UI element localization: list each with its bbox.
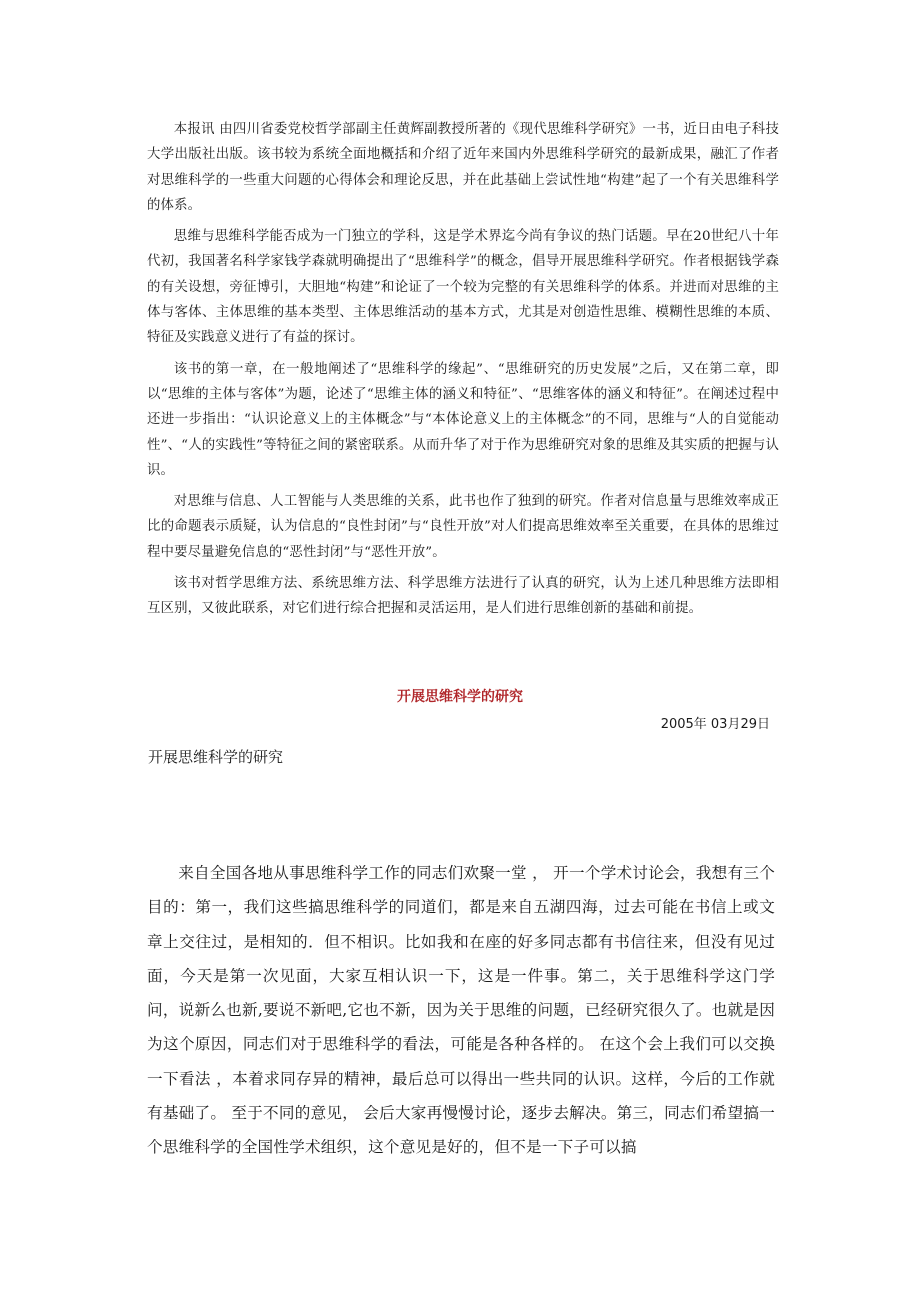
article-paragraph: 思维与思维科学能否成为一门独立的学科，这是学术界迄今尚有争议的热门话题。早在20世纪八十年代初，我国著名科学家钱学森就明确提出了“思维科学”的概念，倡导开展思维科学研究。作者根据钱学森的有关设想，旁征博引，大胆地“构建”和论证了一个较为完整的有关思维科学的体系。并进而对思维的主体与客体、主体思维的基本类型、主体思维活动的基本方式，尤其是对创造性思维、模糊性思维的本质、特征及实践意义进行了有益的探讨。 <box>147 229 779 346</box>
news-article <box>147 117 779 628</box>
article-paragraph: 对思维与信息、人工智能与人类思维的关系，此书也作了独到的研究。作者对信息量与思维效率成正比的命题表示质疑，认为信息的“良性封闭”与“良性开放”对人们提高思维效率至关重要，在具体的思维过程中要尽量避免信息的“恶性封闭”与“恶性开放”。 <box>147 494 779 560</box>
speech-date: 2005年 03月29日 <box>660 717 770 732</box>
article-paragraph: 该书的第一章，在一般地阐述了“思维科学的缘起”、“思维研究的历史发展”之后，又在第二章，即以“思维的主体与客体”为题，论述了“思维主体的涵义和特征”、“思维客体的涵义和特征”。在阐述过程中还进一步指出：“认识论意义上的主体概念”与“本体论意义上的主体概念”的不同，思维与“人的自觉能动性”、“人的实践性”等特征之间的紧密联系。从而升华了对于作为思维研究对象的思维及其实质的把握与认识。 <box>147 361 779 478</box>
speech-subtitle: 开展思维科学的研究 <box>148 748 284 766</box>
article-paragraph: 该书对哲学思维方法、系统思维方法、科学思维方法进行了认真的研究，认为上述几种思维方法即相互区别，又彼此联系，对它们进行综合把握和灵活运用，是人们进行思维创新的基础和前提。 <box>147 576 779 617</box>
speech-body <box>147 856 775 1165</box>
article-paragraph: 本报讯 由四川省委党校哲学部副主任黄辉副教授所著的《现代思维科学研究》一书，近日由电子科技大学出版社出版。该书较为系统全面地概括和介绍了近年来国内外思维科学研究的最新成果，融汇了作者对思维科学的一些重大问题的心得体会和理论反思，并在此基础上尝试性地“构建”起了一个有关思维科学的体系。 <box>147 122 779 213</box>
speech-title: 开展思维科学的研究 <box>397 689 523 705</box>
speech-paragraph: 来自全国各地从事思维科学工作的同志们欢聚一堂 ， 开一个学术讨论会，我想有三个目的：第一，我们这些搞思维科学的同道们，都是来自五湖四海，过去可能在书信上或文章上交往过，是相知的．但不相识。比如我和在座的好多同志都有书信往来，但没有见过面，今天是第一次见面，大家互相认识一下，这是一件事。第二，关于思维科学这门学问，说新么也新,要说不新吧,它也不新，因为关于思维的问题，已经研究很久了。也就是因为这个原因，同志们对于思维科学的看法，可能是各种各样的。 在这个会上我们可以交换一下看法 ，本着求同存异的精神，最后总可以得出一些共同的认识。这样，今后的工作就有基础了。 至于不同的意见， 会后大家再慢慢讨论，逐步去解决。第三，同志们希望搞一个思维科学的全国性学术组织，这个意见是好的，但不是一下子可以搞 <box>147 864 775 1157</box>
